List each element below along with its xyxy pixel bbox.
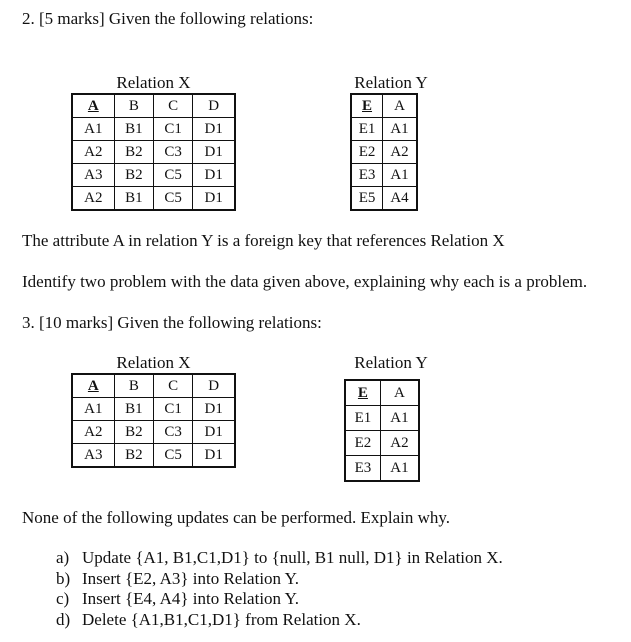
table-cell: A4 [383,187,417,211]
list-item-label: a) [56,548,70,567]
list-item-text: Insert {E4, A4} into Relation Y. [82,589,299,608]
table-cell: C1 [153,398,192,421]
header-cell: C [153,94,192,118]
table-row [72,421,235,444]
table-cell: A2 [72,421,114,444]
table-cell: C5 [153,187,192,211]
table-row [351,164,417,187]
list-item [56,589,503,610]
table-cell: C5 [153,444,192,468]
list-item-text: Update {A1, B1,C1,D1} to {null, B1 null, D1} in Relation X. [82,548,503,567]
primary-key-cell: A [72,94,114,118]
q3-relation-x-table [71,373,236,468]
table-cell: D1 [193,421,235,444]
list-item [56,548,503,569]
table-cell: E5 [351,187,383,211]
q3-task: None of the following updates can be performed. Explain why. [22,508,451,527]
table-cell: A1 [72,398,114,421]
list-item [56,569,503,590]
q2-relation-y-caption: Relation Y [354,73,428,92]
table-header-row [72,374,235,398]
header-cell: B [114,374,153,398]
q3-relation-y-caption: Relation Y [354,353,428,372]
table-header-row [351,94,417,118]
table-cell: A1 [72,118,114,141]
table-cell: A1 [383,118,417,141]
list-item-label: d) [56,609,71,629]
list-item-text: Delete {A1,B1,C1,D1} from Relation X. [82,609,361,629]
header-cell: B [114,94,153,118]
primary-key-cell: E [351,94,383,118]
table-row [351,118,417,141]
table-row [345,431,419,456]
table-cell: A1 [380,406,419,431]
table-cell: D1 [193,141,235,164]
table-cell: E2 [351,141,383,164]
header-cell: A [380,380,419,406]
primary-key-cell: E [345,380,380,406]
table-row [72,444,235,468]
table-cell: A2 [380,431,419,456]
q2-foreign-key-note: The attribute A in relation Y is a foreign key that references Relation X [22,231,505,250]
table-cell: E3 [345,456,380,482]
header-cell: D [193,374,235,398]
q2-task: Identify two problem with the data given above, explaining why each is a problem. [22,272,588,291]
table-cell: B1 [114,187,153,211]
table-row [72,398,235,421]
header-cell: C [153,374,192,398]
header-cell: A [383,94,417,118]
table-row [345,406,419,431]
table-cell: E1 [345,406,380,431]
table-cell: D1 [193,187,235,211]
table-cell: A2 [72,141,114,164]
table-cell: D1 [193,118,235,141]
table-cell: D1 [193,398,235,421]
table-cell: A1 [380,456,419,482]
q3-relation-x-caption: Relation X [116,353,191,372]
q2-relation-x-caption: Relation X [116,73,191,92]
table-cell: A3 [72,164,114,187]
list-item-text: Insert {E2, A3} into Relation Y. [82,568,299,588]
q3-heading: 3. [10 marks] Given the following relations: [22,313,322,332]
table-cell: E2 [345,431,380,456]
table-cell: B1 [114,118,153,141]
table-row [72,187,235,211]
q2-heading: 2. [5 marks] Given the following relations: [22,9,314,28]
q2-relation-y-table [350,93,418,211]
table-row [345,456,419,482]
table-cell: B2 [114,421,153,444]
table-row [351,187,417,211]
table-cell: A3 [72,444,114,468]
table-row [72,118,235,141]
table-cell: A1 [383,164,417,187]
table-cell: C3 [153,421,192,444]
q3-relation-y-table [344,379,420,482]
table-row [351,141,417,164]
header-cell: D [193,94,235,118]
primary-key-cell: A [72,374,114,398]
table-cell: C5 [153,164,192,187]
table-cell: A2 [72,187,114,211]
list-item [56,610,503,631]
table-cell: A2 [383,141,417,164]
table-header-row [345,380,419,406]
table-cell: C3 [153,141,192,164]
table-row [72,141,235,164]
table-cell: E1 [351,118,383,141]
table-cell: C1 [153,118,192,141]
list-item-label: b) [56,568,71,588]
table-cell: B1 [114,398,153,421]
table-cell: B2 [114,444,153,468]
q3-update-list [56,548,503,630]
q2-relation-x-table [71,93,236,211]
table-cell: D1 [193,444,235,468]
table-cell: B2 [114,141,153,164]
table-header-row [72,94,235,118]
table-row [72,164,235,187]
table-cell: B2 [114,164,153,187]
list-item-label: c) [56,589,70,608]
table-cell: E3 [351,164,383,187]
table-cell: D1 [193,164,235,187]
